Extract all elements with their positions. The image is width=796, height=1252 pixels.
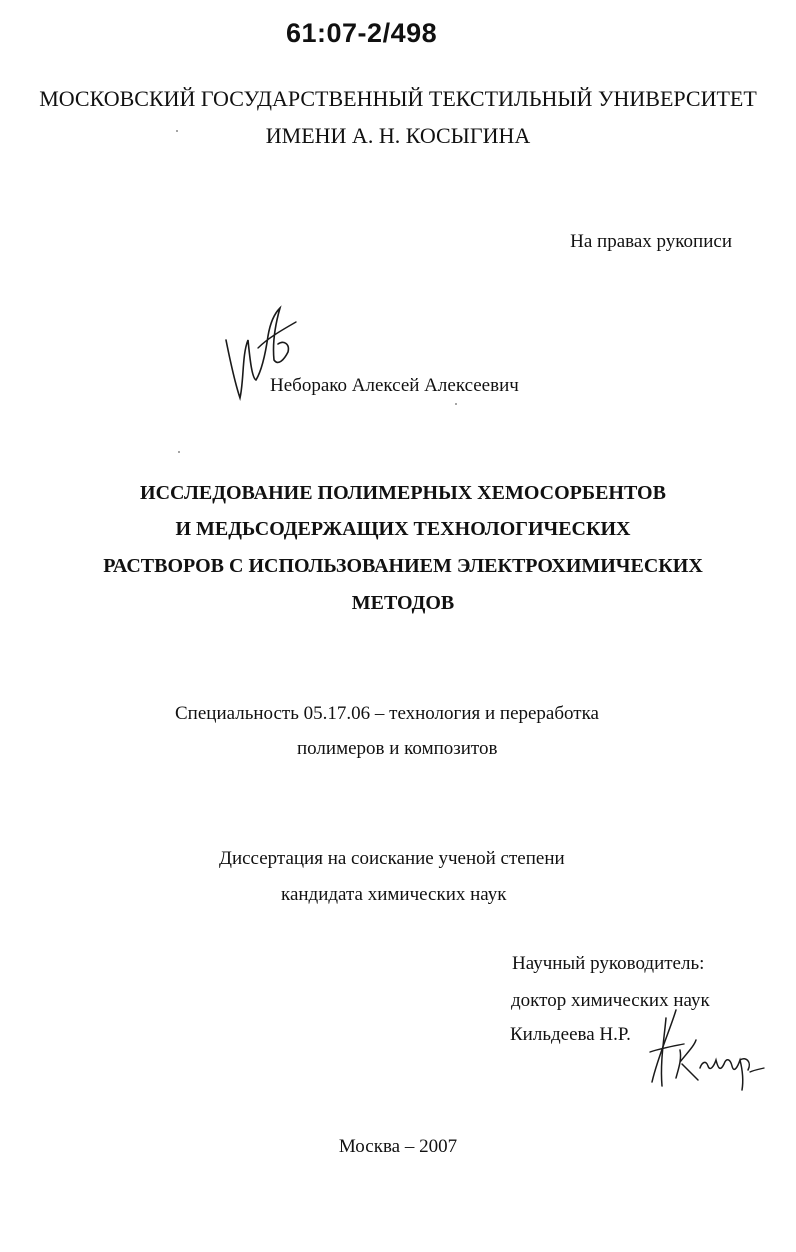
manuscript-rights-note: На правах рукописи — [570, 231, 732, 252]
specialty-line2: полимеров и композитов — [297, 738, 498, 759]
dissertation-line1: Диссертация на соискание ученой степени — [219, 848, 565, 869]
scan-speck — [178, 451, 180, 453]
author-name: Неборако Алексей Алексеевич — [270, 375, 519, 396]
supervisor-name: Кильдеева Н.Р. — [510, 1024, 631, 1045]
thesis-title-line2: И МЕДЬСОДЕРЖАЩИХ ТЕХНОЛОГИЧЕСКИХ — [175, 518, 631, 540]
place-and-year: Москва – 2007 — [338, 1136, 458, 1157]
specialty-line1: Специальность 05.17.06 – технология и переработка — [175, 703, 599, 724]
university-name-line1: МОСКОВСКИЙ ГОСУДАРСТВЕННЫЙ ТЕКСТИЛЬНЫЙ УНИВЕРСИТЕТ — [39, 86, 757, 111]
supervisor-signature — [636, 1006, 766, 1096]
scan-speck — [455, 403, 457, 405]
thesis-title-line3: РАСТВОРОВ С ИСПОЛЬЗОВАНИЕМ ЭЛЕКТРОХИМИЧЕСКИХ — [103, 555, 703, 577]
scan-speck — [176, 130, 178, 132]
catalog-number: 61:07-2/498 — [286, 18, 438, 48]
thesis-title-line4: МЕТОДОВ — [351, 592, 455, 614]
university-name-line2: ИМЕНИ А. Н. КОСЫГИНА — [265, 123, 531, 148]
supervisor-degree: доктор химических наук — [511, 990, 710, 1011]
thesis-title-line1: ИССЛЕДОВАНИЕ ПОЛИМЕРНЫХ ХЕМОСОРБЕНТОВ — [140, 482, 666, 504]
dissertation-line2: кандидата химических наук — [281, 884, 507, 905]
supervisor-label: Научный руководитель: — [512, 953, 705, 974]
